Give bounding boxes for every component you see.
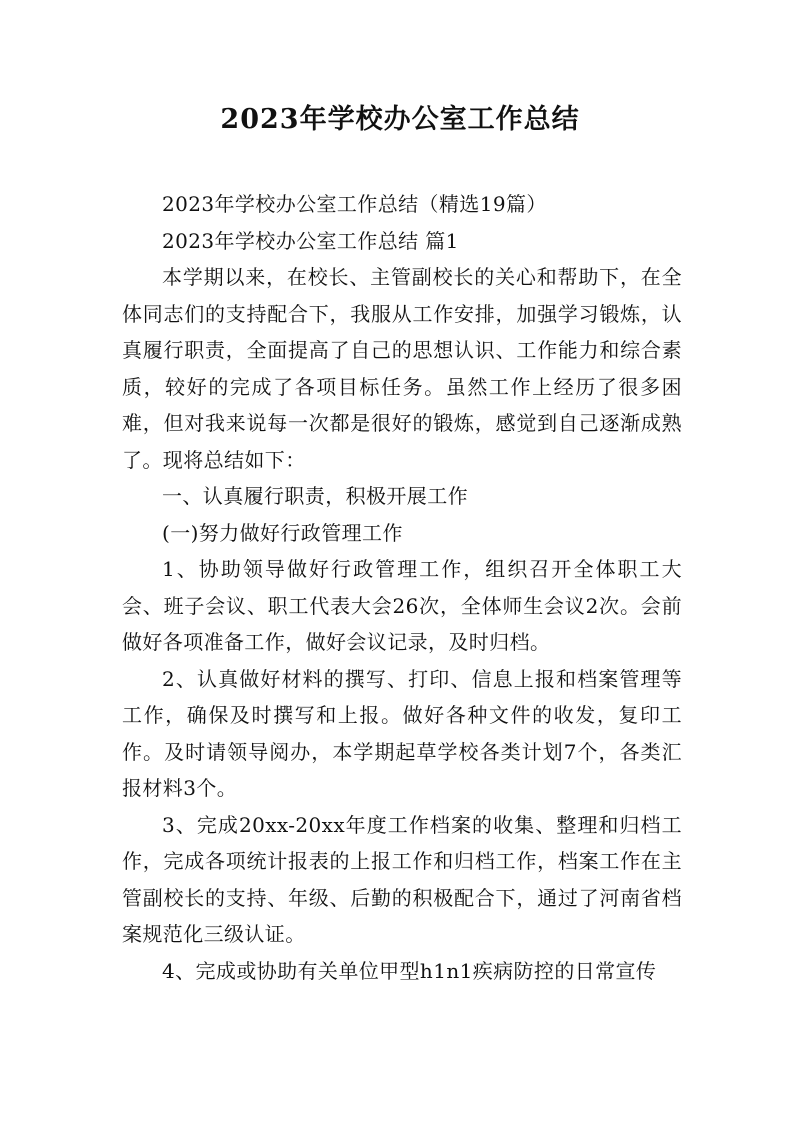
paragraph-item-4: 4、完成或协助有关单位甲型h1n1疾病防控的日常宣传 <box>162 958 657 983</box>
document-body <box>122 186 682 989</box>
paragraph-item-1: 1、协助领导做好行政管理工作，组织召开全体职工大会、班子会议、职工代表大会26次，全体师生会议2次。会前做好各项准备工作，做好会议记录，及时归档。 <box>122 557 682 654</box>
paragraph-heading-1: 一、认真履行职责，积极开展工作 <box>162 484 468 508</box>
paragraph-subtitle: 2023年学校办公室工作总结（精选19篇） <box>162 192 547 216</box>
paragraph-item-3: 3、完成20xx-20xx年度工作档案的收集、整理和归档工作，完成各项统计报表的上报工作和归档工作，档案工作在主管副校长的支持、年级、后勤的积极配合下，通过了河南省档案规范化三级认证。 <box>122 812 682 946</box>
document-title: 2023年学校办公室工作总结 <box>220 104 580 135</box>
paragraph-section-heading: 2023年学校办公室工作总结 篇1 <box>162 228 459 253</box>
paragraph-item-2: 2、认真做好材料的撰写、打印、信息上报和档案管理等工作，确保及时撰写和上报。做好各种文件的收发，复印工作。及时请领导阅办，本学期起草学校各类计划7个，各类汇报材料3个。 <box>122 666 682 800</box>
paragraph-subheading-1: (一)努力做好行政管理工作 <box>162 520 403 545</box>
paragraph-intro: 本学期以来，在校长、主管副校长的关心和帮助下，在全体同志们的支持配合下，我服从工作安排，加强学习锻炼，认真履行职责，全面提高了自己的思想认识、工作能力和综合素质，较好的完成了各项目标任务。虽然工作上经历了很多困难，但对我来说每一次都是很好的锻炼，感觉到自己逐渐成熟了。现将总结如下： <box>122 265 682 472</box>
